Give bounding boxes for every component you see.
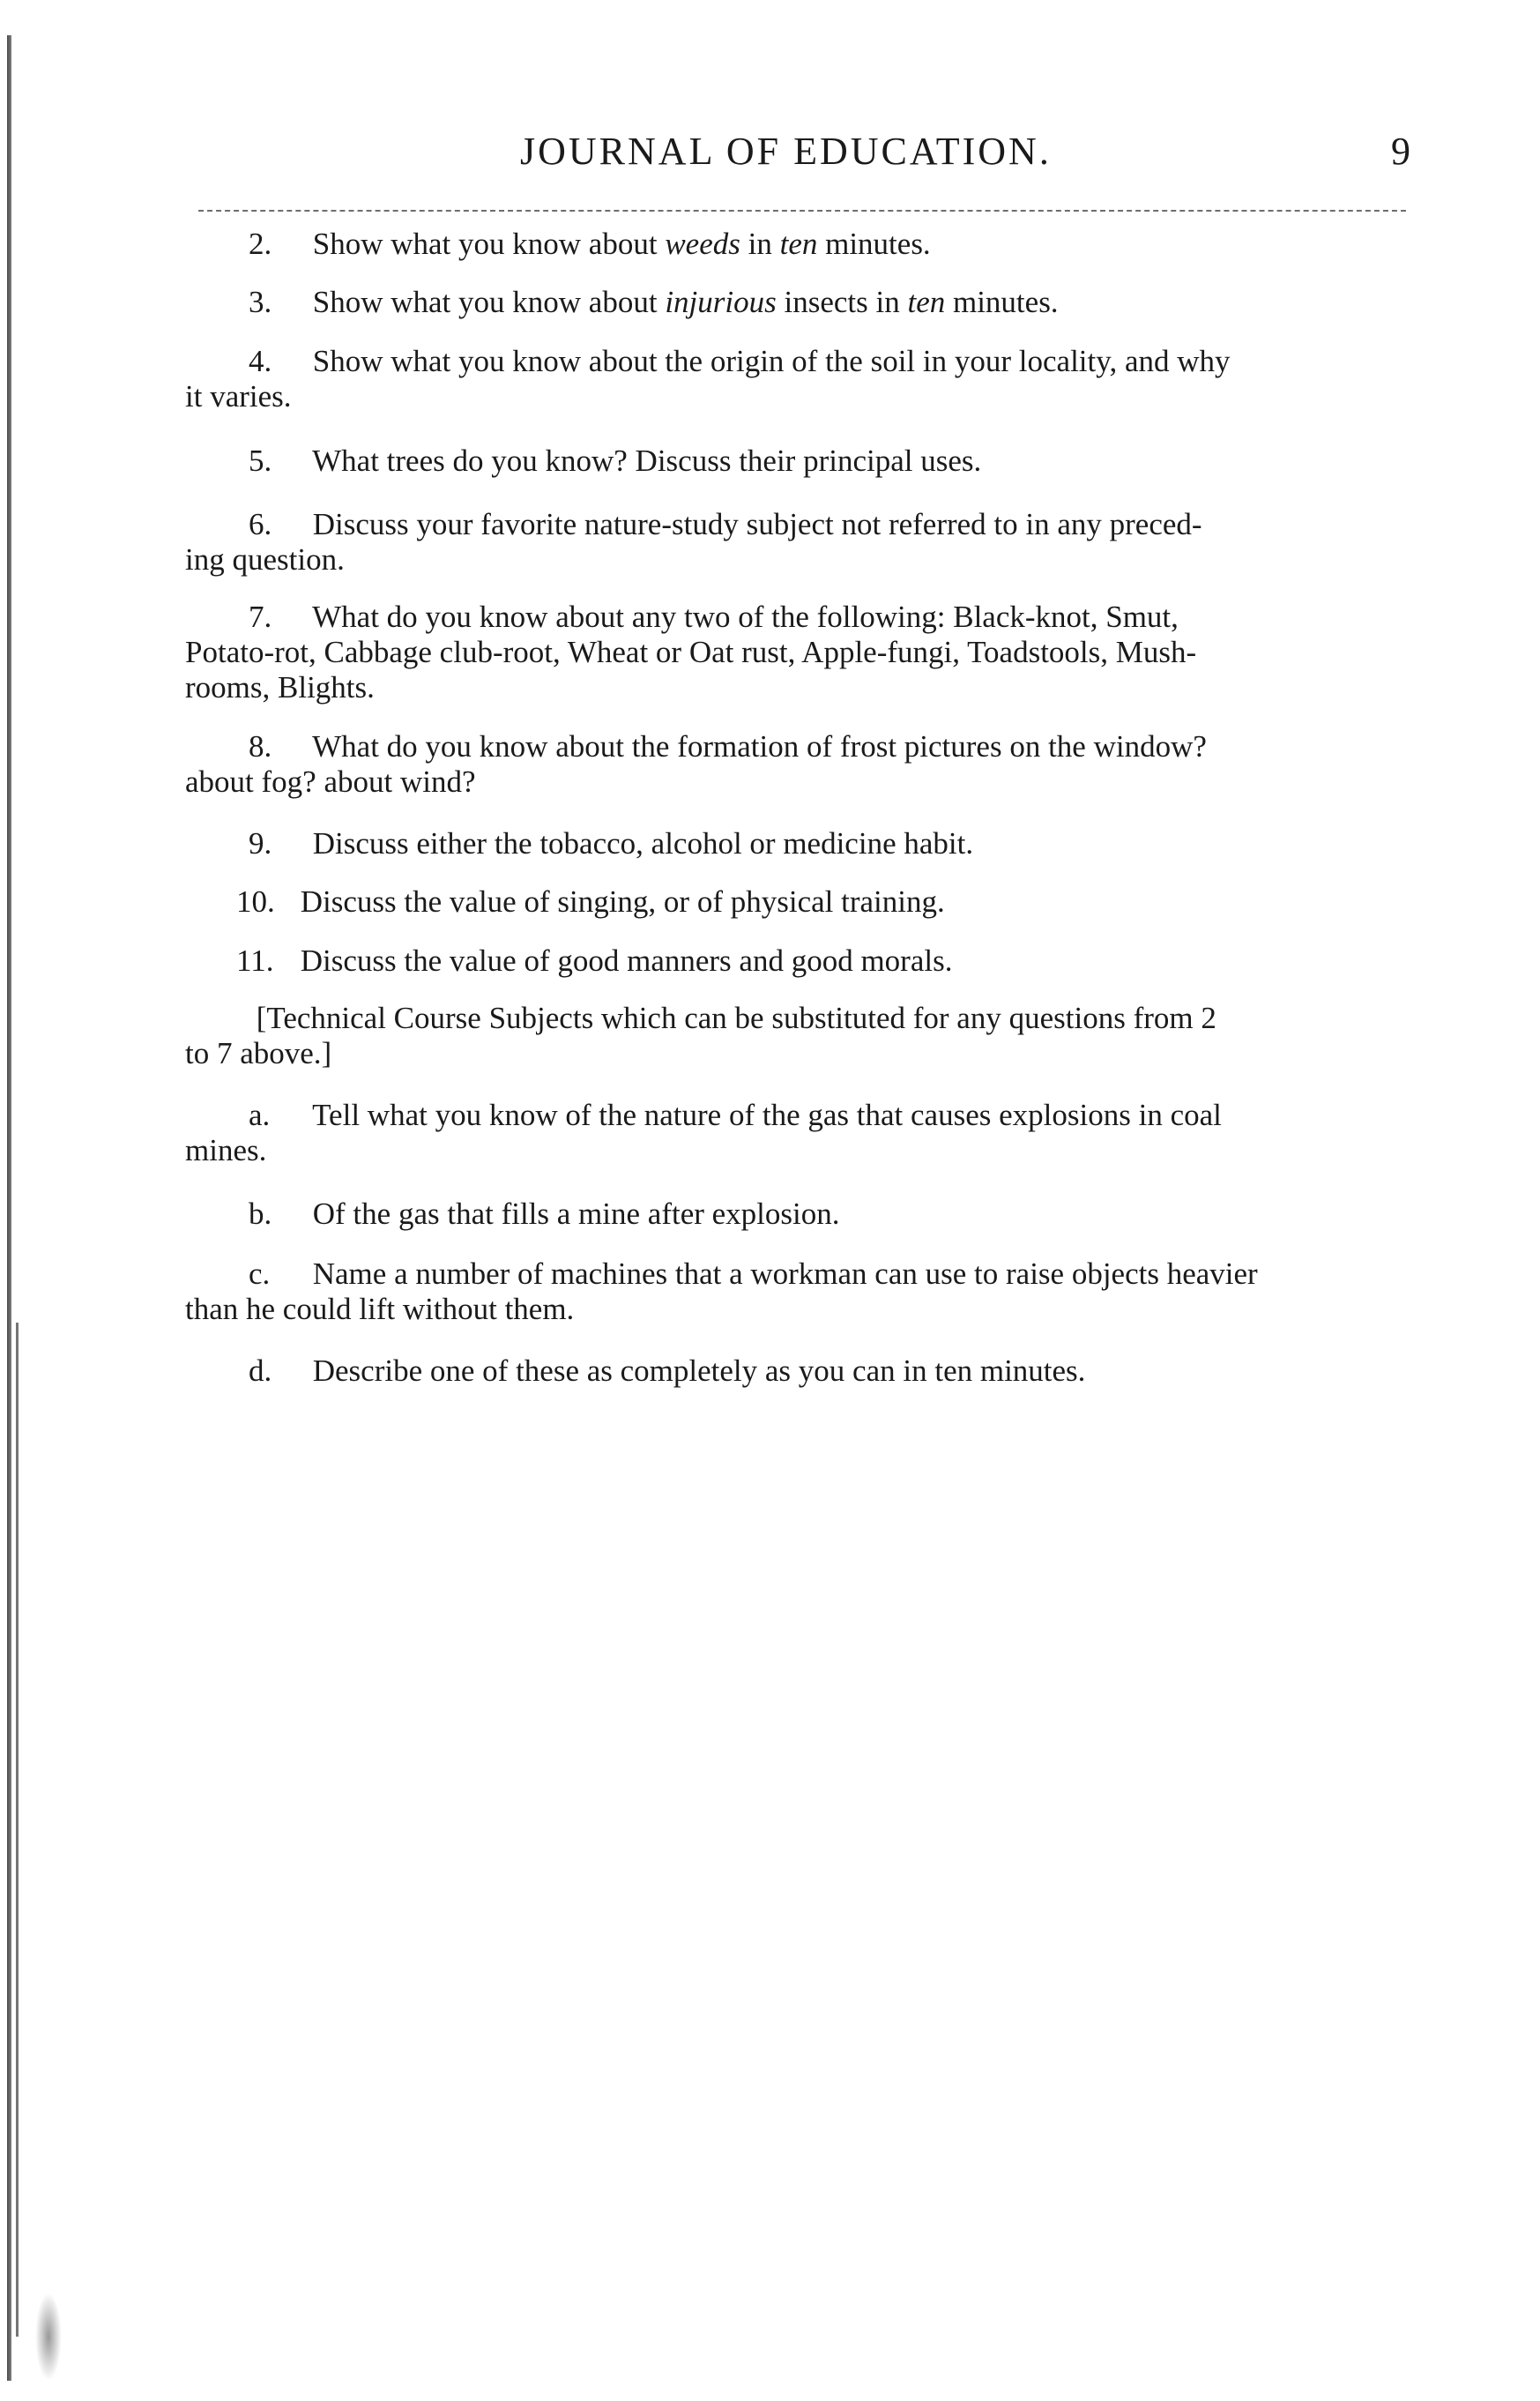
question-text-line: What do you know about the formation of frost pictures on the window? — [312, 729, 1207, 764]
question-text-continuation: mines. — [185, 1133, 267, 1167]
header-rule — [198, 210, 1406, 212]
question-item — [185, 826, 1410, 861]
question-number: 7. — [249, 600, 272, 634]
question-item — [185, 1353, 1410, 1389]
question-item — [185, 729, 1410, 800]
question-text-part: Show what you know about — [312, 227, 666, 261]
question-text-line: Describe one of these as completely as you can in ten minutes. — [312, 1353, 1086, 1388]
question-emphasis: injurious — [665, 285, 777, 319]
question-letter: c. — [249, 1256, 271, 1291]
question-text-part: minutes. — [945, 285, 1059, 319]
question-number: 3. — [249, 285, 272, 319]
question-letter: d. — [249, 1353, 272, 1388]
question-text-line: Show what you know about the origin of the soil in your locality, and why — [312, 344, 1231, 378]
question-text-continuation: Potato-rot, Cabbage club-root, Wheat or Oat rust, Apple-fungi, Toadstools, Mush- — [185, 635, 1197, 669]
question-text-line: Discuss the value of good manners and good morals. — [300, 943, 953, 978]
question-item — [185, 884, 1410, 920]
question-number: 9. — [249, 826, 272, 861]
question-number: 8. — [249, 729, 272, 764]
question-text-line: Tell what you know of the nature of the gas that causes explosions in coal — [312, 1098, 1222, 1132]
question-item — [185, 943, 1410, 979]
technical-course-note — [185, 1001, 1410, 1071]
binding-edge-shadow — [16, 1323, 19, 2337]
question-text-part: minutes. — [817, 227, 931, 261]
question-emphasis: ten — [779, 227, 818, 261]
question-item — [185, 444, 1410, 479]
question-text-continuation: than he could lift without them. — [185, 1292, 575, 1326]
question-item — [185, 1256, 1410, 1327]
question-text-line: Of the gas that fills a mine after explosion. — [312, 1197, 840, 1231]
question-text-continuation: about fog? about wind? — [185, 764, 476, 799]
question-text-line: Discuss your favorite nature-study subject not referred to in any preced- — [312, 507, 1202, 541]
running-header — [198, 122, 1410, 183]
question-text-continuation: it varies. — [185, 379, 292, 414]
question-text-part: in — [740, 227, 780, 261]
question-text-line: What do you know about any two of the following: Black-knot, Smut, — [312, 600, 1179, 634]
question-text-part: insects in — [776, 285, 908, 319]
question-text-line: Discuss the value of singing, or of physical training. — [300, 884, 945, 919]
page-number: 9 — [1391, 130, 1410, 173]
question-text-part: Show what you know about — [312, 285, 666, 319]
question-number: 10. — [236, 884, 275, 919]
question-number: 11. — [236, 943, 274, 978]
question-letter: a. — [249, 1098, 271, 1132]
question-number: 6. — [249, 507, 272, 541]
journal-title: JOURNAL OF EDUCATION. — [520, 130, 1052, 173]
question-item — [185, 227, 1410, 262]
question-item — [185, 600, 1410, 705]
question-item — [185, 1197, 1410, 1232]
question-number: 5. — [249, 444, 272, 478]
question-emphasis: weeds — [665, 227, 740, 261]
question-item — [185, 507, 1410, 578]
question-text-line: What trees do you know? Discuss their principal uses. — [312, 444, 982, 478]
question-number: 4. — [249, 344, 272, 378]
question-text-line: [Technical Course Subjects which can be substituted for any questions from 2 — [256, 1001, 1216, 1035]
question-item — [185, 344, 1410, 414]
question-text-continuation: to 7 above.] — [185, 1036, 332, 1070]
binding-edge — [7, 35, 11, 2381]
question-item — [185, 285, 1410, 320]
question-text-continuation: ing question. — [185, 542, 345, 577]
question-letter: b. — [249, 1197, 272, 1231]
question-text-line: Discuss either the tobacco, alcohol or medicine habit. — [312, 826, 974, 861]
question-item — [185, 1098, 1410, 1168]
question-number: 2. — [249, 227, 272, 261]
question-emphasis: ten — [907, 285, 946, 319]
question-text-continuation: rooms, Blights. — [185, 670, 375, 705]
question-text-line: Name a number of machines that a workman can use to raise objects heavier — [312, 1256, 1258, 1291]
binding-smudge — [35, 2293, 62, 2381]
